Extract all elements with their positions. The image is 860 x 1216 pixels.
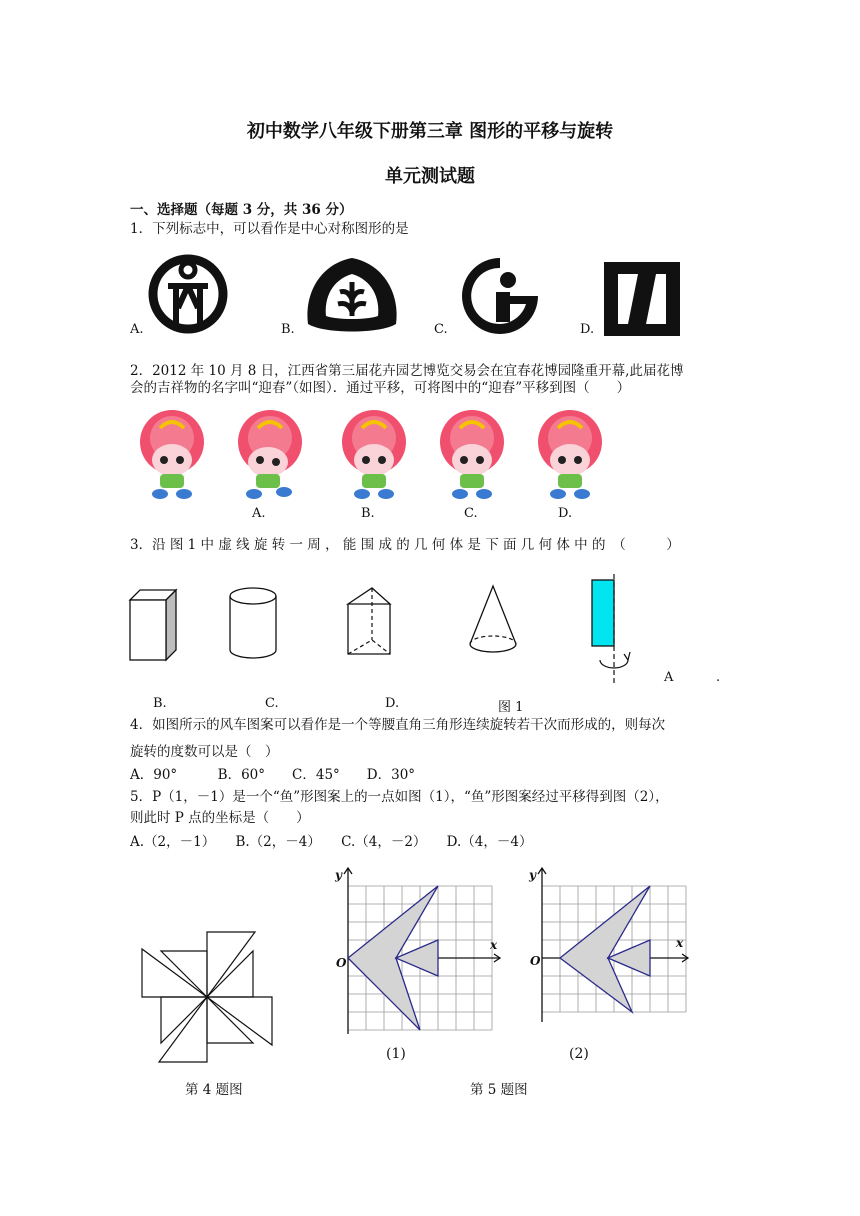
rotation-figure-1 (584, 572, 634, 684)
logo-a-image (148, 252, 228, 336)
q1-option-a: A. (130, 322, 144, 337)
fig1-origin-label: O (336, 956, 347, 970)
mascot-option-a-image (228, 408, 310, 502)
cylinder-figure (228, 586, 280, 662)
prism-figure (344, 584, 394, 660)
fig1-x-axis-label: x (490, 938, 498, 952)
logo-c-image (456, 254, 544, 338)
logo-d-image (604, 262, 680, 336)
section-heading: 一、选择题（每题 3 分，共 36 分） (130, 202, 353, 218)
q3-label-dot: . (716, 670, 721, 685)
fig2-origin-label: O (530, 954, 541, 968)
question-3-text: 3．沿 图 1 中 虚 线 旋 转 一 周 ， 能 围 成 的 几 何 体 是 下 面 几 何 体 中 的 （ ） (130, 537, 680, 553)
question-1-text: 1．下列标志中，可以看作是中心对称图形的是 (130, 221, 409, 237)
fig2-y-axis-label: y (529, 868, 536, 882)
question-4-line2: 旋转的度数可以是（ ） (130, 744, 279, 760)
cyan-rectangle (592, 580, 614, 646)
cone-figure (466, 584, 520, 656)
question-5-line2: 则此时 P 点的坐标是（ ） (130, 810, 310, 826)
pinwheel-figure (140, 926, 274, 1066)
question-4-line1: 4．如图所示的风车图案可以看作是一个等腰直角三角形连续旋转若干次而形成的，则每次 (130, 717, 666, 733)
q1-option-d: D. (580, 322, 595, 337)
q5-figure-caption: 第 5 题图 (470, 1082, 528, 1098)
q1-option-b: B. (281, 322, 295, 337)
cuboid-figure (128, 588, 180, 664)
mascot-original-image (130, 408, 212, 502)
mascot-option-b-image (332, 408, 414, 502)
page-subtitle: 单元测试题 (385, 166, 475, 187)
question-2-line2: 会的吉祥物的名字叫“迎春”（如图）．通过平移，可将图中的“迎春”平移到图（ ） (130, 380, 631, 396)
q3-label-c: C. (265, 696, 279, 711)
q2-option-d: D. (558, 506, 573, 521)
figure-1-caption: 图 1 (498, 700, 524, 715)
q4-figure-caption: 第 4 题图 (185, 1082, 243, 1098)
grid-figure-2 (524, 862, 704, 1042)
q3-label-d: D. (385, 696, 400, 711)
mascot-option-d-image (528, 408, 610, 502)
q2-option-a: A. (252, 506, 266, 521)
grid-figure-1 (330, 862, 510, 1042)
fig2-caption: (2) (569, 1046, 589, 1062)
fig2-x-axis-label: x (676, 936, 684, 950)
q3-label-a: A (664, 670, 674, 685)
question-5-line1: 5．P（1，－1）是一个“鱼”形图案上的一点如图（1），“鱼”形图案经过平移得到图（2）， (130, 789, 669, 805)
q1-option-c: C. (434, 322, 448, 337)
q2-option-c: C. (464, 506, 478, 521)
question-2-line1: 2．2012 年 10 月 8 日，江西省第三届花卉园艺博览交易会在宜春花博园隆重开幕,此届花博 (130, 363, 684, 379)
fig1-y-axis-label: y (335, 868, 342, 882)
q3-label-b: B. (153, 696, 167, 711)
question-4-options: A．90° B．60° C．45° D．30° (130, 767, 416, 783)
logo-b-image (302, 254, 402, 334)
page-title: 初中数学八年级下册第三章 图形的平移与旋转 (246, 121, 614, 142)
q2-option-b: B. (361, 506, 375, 521)
question-5-options: A.（2，－1） B.（2，－4） C.（4，－2） D.（4，－4） (130, 834, 533, 850)
fig1-caption: (1) (386, 1046, 406, 1062)
mascot-option-c-image (430, 408, 512, 502)
